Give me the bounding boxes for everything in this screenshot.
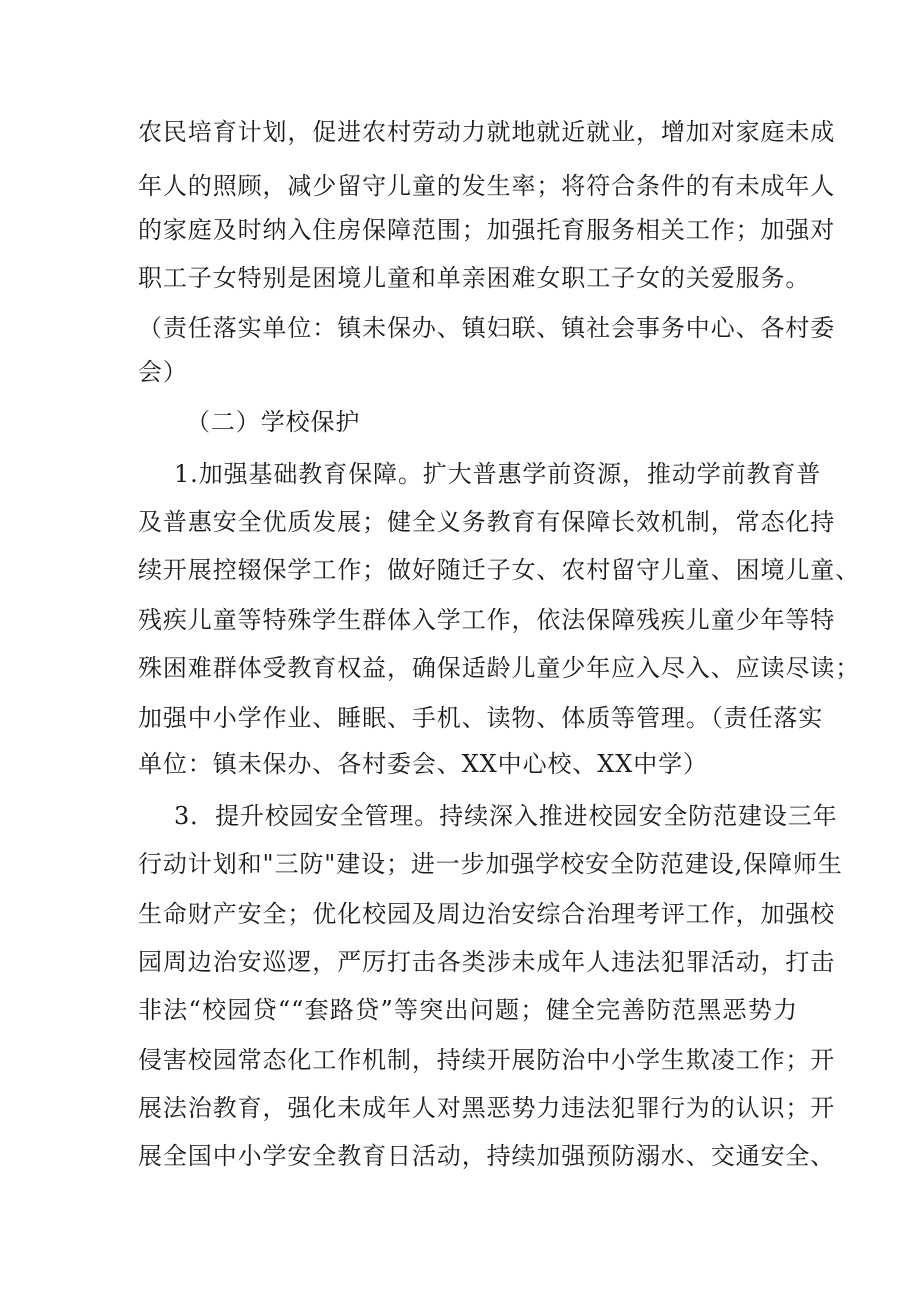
body-text-line: 及普惠安全优质发展；健全义务教育有保障长效机制，常态化持 [138,508,836,536]
body-text-line: 农民培育计划，促进农村劳动力就地就近就业，增加对家庭未成 [138,118,836,146]
body-text-line: 职工子女特别是困境儿童和单亲困难女职工子女的关爱服务。 [138,264,811,292]
body-text-line: 园周边治安巡逻，严厉打击各类涉未成年人违法犯罪活动，打击 [138,948,836,976]
body-text-line: 展全国中小学安全教育日活动，持续加强预防溺水、交通安全、 [138,1142,836,1170]
body-text-line: 展法治教育，强化未成年人对黑恶势力违法犯罪行为的认识；开 [138,1094,836,1122]
body-text-line: 会） [138,358,188,386]
body-text-line: （责任落实单位：镇未保办、镇妇联、镇社会事务中心、各村委 [138,314,836,342]
body-text-line: 生命财产安全；优化校园及周边治安综合治理考评工作，加强校 [138,900,836,928]
body-text-line: 的家庭及时纳入住房保障范围；加强托育服务相关工作；加强对 [138,216,836,244]
body-text-line: 年人的照顾，减少留守儿童的发生率；将符合条件的有未成年人 [138,172,836,200]
paragraph-first-line: 3．提升校园安全管理。持续深入推进校园安全防范建设三年 [174,802,838,830]
paragraph-first-line: 1.加强基础教育保障。扩大普惠学前资源，推动学前教育普 [174,460,822,488]
section-heading: （二）学校保护 [186,408,361,436]
body-text-line: 殊困难群体受教育权益，确保适龄儿童少年应入尽入、应读尽读； [138,654,861,682]
body-text-line: 单位：镇未保办、各村委会、XX中心校、XX中学） [138,750,708,778]
body-text-line: 非法“校园贷““套路贷”等突出问题；健全完善防范黑恶势力 [138,996,798,1024]
body-text-line: 行动计划和"三防"建设；进一步加强学校安全防范建设,保障师生 [138,850,843,878]
body-text-line: 侵害校园常态化工作机制，持续开展防治中小学生欺凌工作；开 [138,1046,836,1074]
body-text-line: 续开展控辍保学工作；做好随迁子女、农村留守儿童、困境儿童、 [138,556,861,584]
body-text-line: 加强中小学作业、睡眠、手机、读物、体质等管理。（责任落实 [138,704,824,732]
body-text-line: 残疾儿童等特殊学生群体入学工作，依法保障残疾儿童少年等特 [138,606,836,634]
